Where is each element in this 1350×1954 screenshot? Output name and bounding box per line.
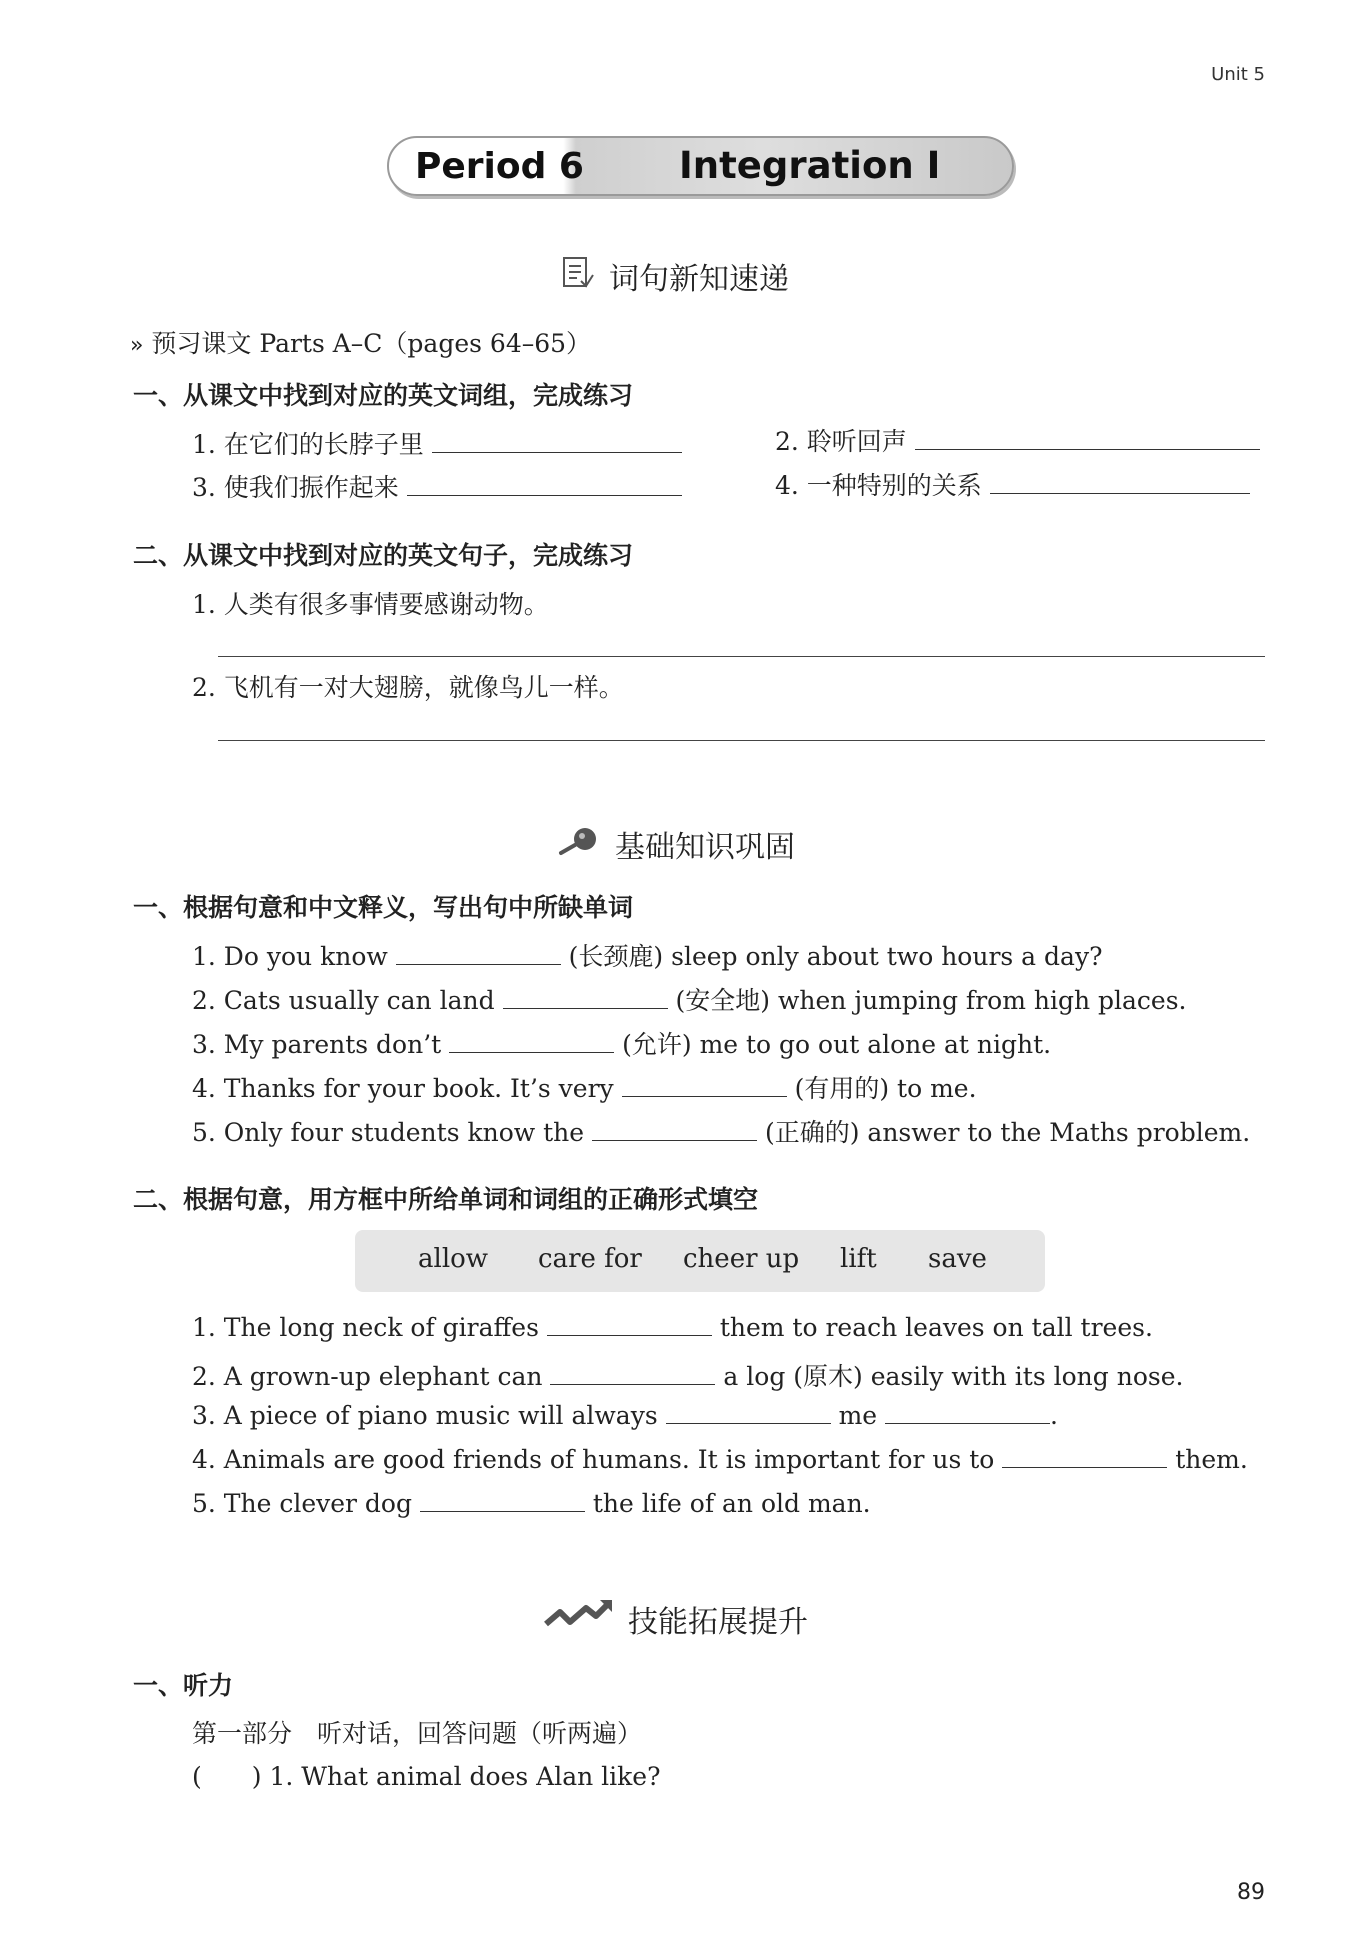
- answer-blank[interactable]: [420, 1490, 585, 1512]
- answer-blank[interactable]: [1002, 1446, 1167, 1468]
- word-option: cheer up: [683, 1244, 800, 1274]
- cloze-item-4: 4. Animals are good friends of humans. It is important for us to them.: [192, 1445, 1248, 1474]
- section-heading-1: [0, 254, 1350, 298]
- cloze-item-3: 3. A piece of piano music will always me .: [192, 1401, 1058, 1430]
- answer-line[interactable]: [218, 656, 1265, 657]
- magnifier-icon: [555, 823, 601, 865]
- phrase-item-3: 3. 使我们振作起来: [192, 468, 682, 504]
- answer-blank[interactable]: [915, 428, 1260, 450]
- section-heading-2: [0, 822, 1350, 866]
- trend-up-icon: [542, 1598, 614, 1640]
- answer-blank[interactable]: [592, 1119, 757, 1141]
- period-label: Period 6: [415, 146, 584, 187]
- word-box: [355, 1230, 1045, 1292]
- answer-blank[interactable]: [407, 474, 682, 496]
- answer-blank[interactable]: [885, 1402, 1050, 1424]
- double-chevron-icon: »: [130, 333, 144, 358]
- answer-blank[interactable]: [547, 1314, 712, 1336]
- section-heading-text: 技能拓展提升: [628, 1605, 808, 1640]
- answer-blank[interactable]: [666, 1402, 831, 1424]
- listening-subtitle: 第一部分 听对话，回答问题（听两遍）: [192, 1719, 643, 1748]
- notes-icon: [561, 255, 595, 297]
- answer-blank[interactable]: [622, 1075, 787, 1097]
- word-option: save: [928, 1244, 987, 1274]
- listening-question-1: ( ) 1. What animal does Alan like?: [192, 1762, 661, 1791]
- fill-item-2: 2. Cats usually can land (安全地) when jumping from high places.: [192, 986, 1187, 1015]
- answer-blank[interactable]: [432, 431, 682, 453]
- cloze-item-5: 5. The clever dog the life of an old man.: [192, 1489, 871, 1518]
- part-title: 二、根据句意，用方框中所给单词和词组的正确形式填空: [133, 1185, 759, 1214]
- cloze-item-2: 2. A grown-up elephant can a log (原木) easily with its long nose.: [192, 1362, 1184, 1391]
- answer-bracket[interactable]: ( ): [192, 1762, 262, 1791]
- sentence-item-2: 2. 飞机有一对大翅膀，就像鸟儿一样。: [192, 673, 624, 702]
- answer-line[interactable]: [218, 740, 1265, 741]
- section-heading-text: 词句新知速递: [609, 262, 789, 297]
- fill-item-5: 5. Only four students know the (正确的) answer to the Maths problem.: [192, 1118, 1251, 1147]
- sentence-item-1: 1. 人类有很多事情要感谢动物。: [192, 590, 549, 619]
- phrase-item-4: 4. 一种特别的关系: [775, 466, 1250, 502]
- period-title: Integration I: [679, 144, 941, 187]
- answer-blank[interactable]: [503, 987, 668, 1009]
- answer-blank[interactable]: [550, 1363, 715, 1385]
- word-option: lift: [840, 1244, 877, 1274]
- answer-blank[interactable]: [449, 1031, 614, 1053]
- answer-blank[interactable]: [990, 472, 1250, 494]
- cloze-item-1: 1. The long neck of giraffes them to reach leaves on tall trees.: [192, 1313, 1153, 1342]
- part-title: 一、听力: [133, 1671, 234, 1700]
- part-title: 一、从课文中找到对应的英文词组，完成练习: [133, 381, 634, 410]
- phrase-item-1: 1. 在它们的长脖子里: [192, 425, 682, 461]
- fill-item-3: 3. My parents don’t (允许) me to go out alone at night.: [192, 1030, 1052, 1059]
- part-title: 二、从课文中找到对应的英文句子，完成练习: [133, 541, 634, 570]
- word-option: allow: [418, 1244, 489, 1274]
- fill-item-4: 4. Thanks for your book. It’s very (有用的) to me.: [192, 1074, 977, 1103]
- part-title: 一、根据句意和中文释义，写出句中所缺单词: [133, 893, 634, 922]
- preview-line: » 预习课文 Parts A–C（pages 64–65）: [130, 329, 592, 358]
- fill-item-1: 1. Do you know (长颈鹿) sleep only about two hours a day?: [192, 942, 1103, 971]
- answer-blank[interactable]: [396, 943, 561, 965]
- page-number: 89: [1237, 1880, 1265, 1905]
- period-banner: [387, 136, 1014, 196]
- section-heading-text: 基础知识巩固: [615, 830, 795, 865]
- unit-label: Unit 5: [1211, 64, 1265, 85]
- word-option: care for: [538, 1244, 642, 1274]
- phrase-item-2: 2. 聆听回声: [775, 422, 1260, 458]
- section-heading-3: [0, 1597, 1350, 1641]
